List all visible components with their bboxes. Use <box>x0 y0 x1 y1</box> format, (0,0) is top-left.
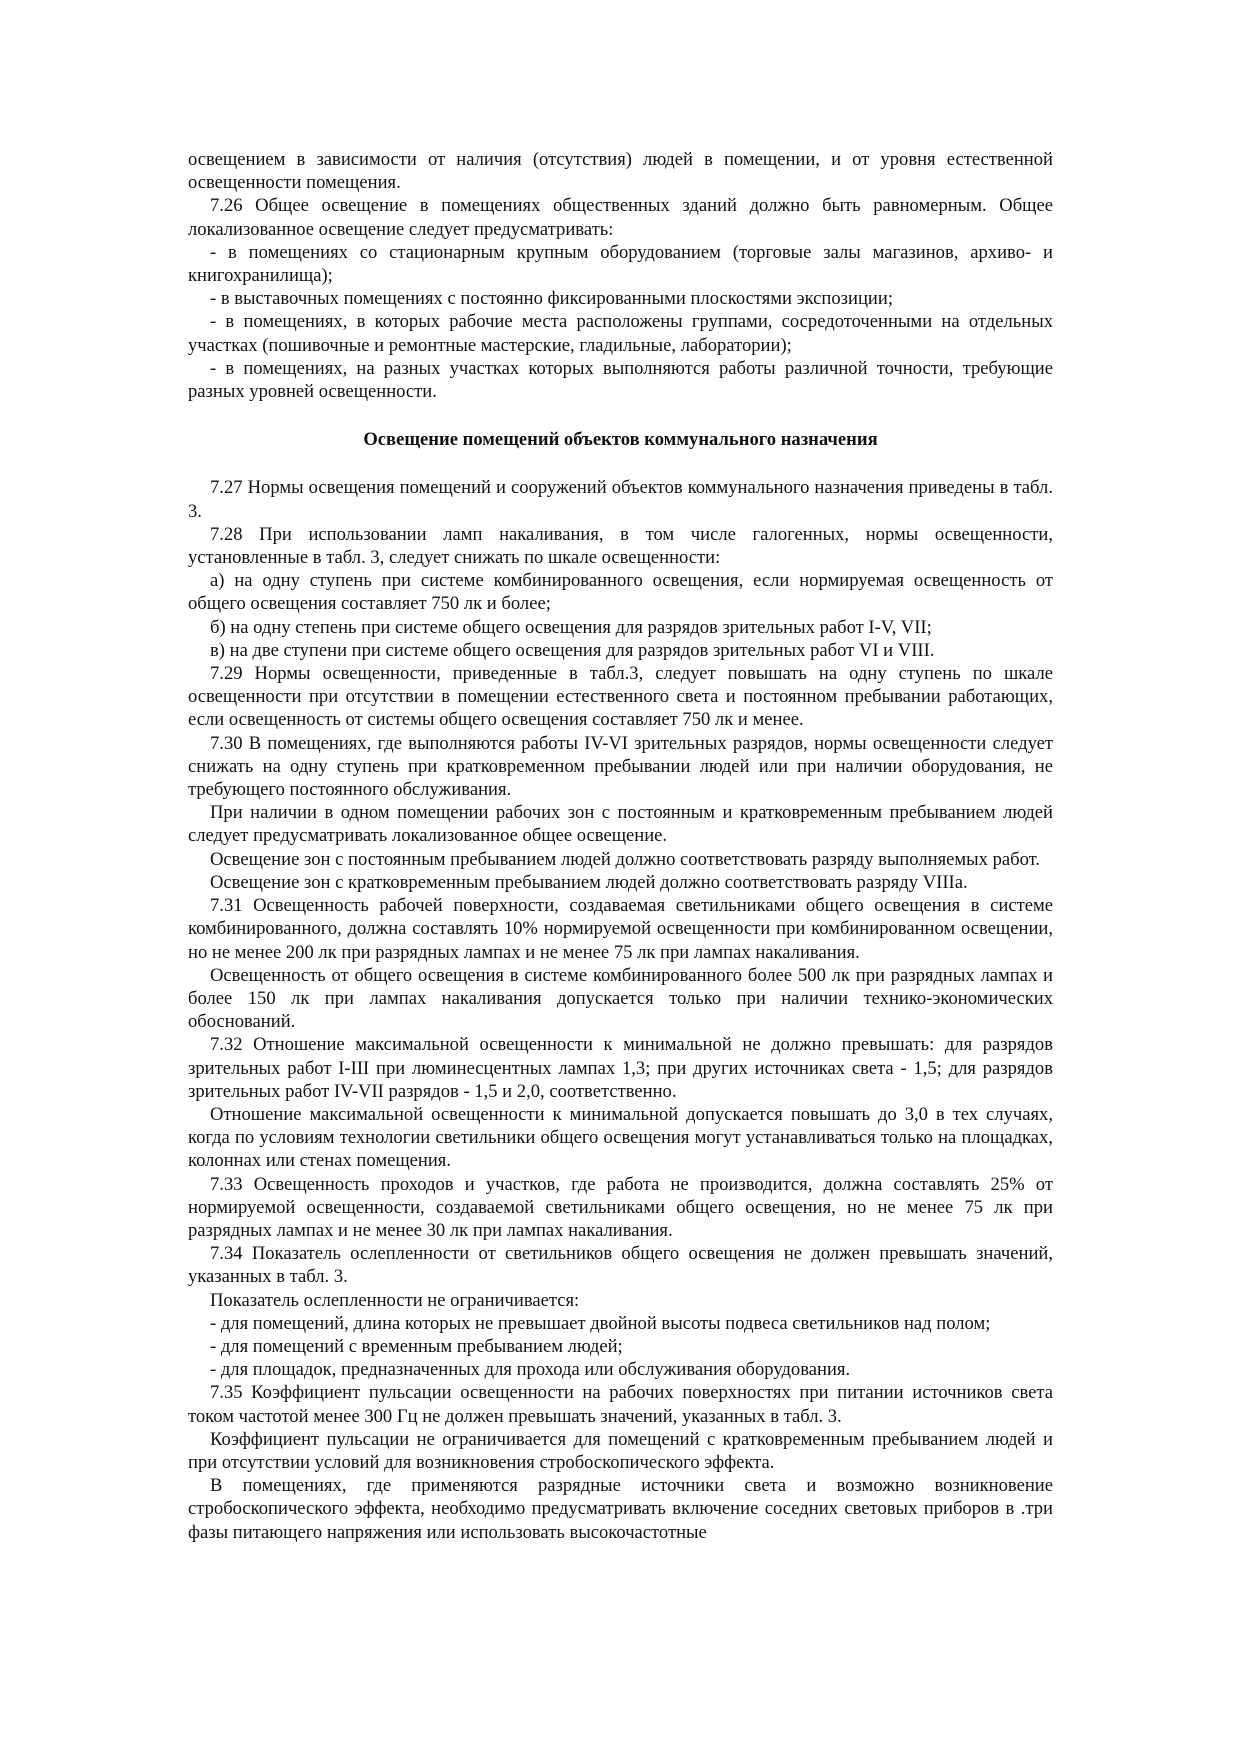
list-item: - в помещениях со стационарным крупным оборудованием (торговые залы магазинов, архиво- и книгохранилища); <box>188 241 1053 287</box>
paragraph: освещением в зависимости от наличия (отсутствия) людей в помещении, и от уровня естественной освещенности помещения. <box>188 149 1053 194</box>
paragraph: Коэффициент пульсации не ограничивается для помещений с кратковременным пребыванием людей и при отсутствии условий для возникновения стробоскопического эффекта. <box>188 1428 1053 1473</box>
list-item: в) на две ступени при системе общего освещения для разрядов зрительных работ VI и VIII. <box>210 639 935 661</box>
paragraph: 7.33 Освещенность проходов и участков, где работа не производится, должна составлять 25% от нормируемой освещенности, создаваемой светильниками общего освещения, но не менее 75 лк при разрядных лампах и не менее 30 лк при лампах накаливания. <box>188 1173 1053 1241</box>
paragraph: В помещениях, где применяются разрядные источники света и возможно возникновение стробоскопического эффекта, необходимо предусматривать включение соседних световых приборов в .три фазы питающего напряжения или использовать высокочастотные <box>188 1475 1053 1543</box>
paragraph: 7.27 Нормы освещения помещений и сооружений объектов коммунального назначения приведены в табл. 3. <box>188 477 1053 522</box>
list-item: - в помещениях, в которых рабочие места расположены группами, сосредоточенными на отдельных участках (пошивочные и ремонтные мастерские, гладильные, лаборатории); <box>188 311 1053 356</box>
paragraph: Освещенность от общего освещения в системе комбинированного более 500 лк при разрядных лампах и более 150 лк при лампах накаливания допускается только при наличии технико-экономических обоснований. <box>188 964 1053 1033</box>
paragraph: 7.26 Общее освещение в помещениях общественных зданий должно быть равномерным. Общее локализованное освещение следует предусматривать: <box>188 195 1053 240</box>
paragraph: 7.29 Нормы освещенности, приведенные в табл.3, следует повышать на одну ступень по шкале освещенности при отсутствии в помещении естественного света и постоянном пребывании работающих, если освещенность от системы общего освещения составляет 750 лк и менее. <box>188 663 1053 731</box>
list-item: а) на одну ступень при системе комбинированного освещения, если нормируемая освещенность от общего освещения составляет 750 лк и более; <box>188 570 1053 615</box>
document-page <box>188 148 1053 1544</box>
paragraph: Освещение зон с постоянным пребыванием людей должно соответствовать разряду выполняемых работ. <box>210 848 1041 870</box>
paragraph: Показатель ослепленности не ограничивается: <box>210 1289 580 1311</box>
list-item: - для помещений, длина которых не превышает двойной высоты подвеса светильников над полом; <box>210 1312 991 1334</box>
paragraph: 7.28 При использовании ламп накаливания, в том числе галогенных, нормы освещенности, установленные в табл. 3, следует снижать по шкале освещенности: <box>188 523 1053 569</box>
paragraph: 7.34 Показатель ослепленности от светильников общего освещения не должен превышать значений, указанных в табл. 3. <box>188 1243 1053 1288</box>
paragraph: 7.32 Отношение максимальной освещенности к минимальной не должно превышать: для разрядов зрительных работ I-III при люминесцентных лампах 1,3; при других источниках света - 1,5; для разрядов зрительных работ IV-VII разрядов - 1,5 и 2,0, соответственно. <box>188 1034 1053 1102</box>
list-item: - для помещений с временным пребыванием людей; <box>210 1335 623 1357</box>
list-item: б) на одну степень при системе общего освещения для разрядов зрительных работ I-V, VII; <box>210 616 932 638</box>
paragraph: 7.30 В помещениях, где выполняются работы IV-VI зрительных разрядов, нормы освещенности следует снижать на одну ступень при кратковременном пребывании людей или при наличии оборудования, не требующего постоянного обслуживания. <box>188 732 1053 801</box>
paragraph: Освещение зон с кратковременным пребыванием людей должно соответствовать разряду VIIIа. <box>210 871 968 893</box>
paragraph: 7.31 Освещенность рабочей поверхности, создаваемая светильниками общего освещения в системе комбинированного, должна составлять 10% нормируемой освещенности при комбинированном освещении, но не менее 200 лк при разрядных лампах и не менее 75 лк при лампах накаливания. <box>188 895 1053 963</box>
paragraph: 7.35 Коэффициент пульсации освещенности на рабочих поверхностях при питании источников света током частотой менее 300 Гц не должен превышать значений, указанных в табл. 3. <box>188 1382 1053 1427</box>
list-item: - в помещениях, на разных участках которых выполняются работы различной точности, требующие разных уровней освещенности. <box>188 357 1053 403</box>
paragraph: При наличии в одном помещении рабочих зон с постоянным и кратковременным пребыванием людей следует предусматривать локализованное общее освещение. <box>188 802 1053 847</box>
list-item: - в выставочных помещениях с постоянно фиксированными плоскостями экспозиции; <box>210 288 893 310</box>
section-heading: Освещение помещений объектов коммунального назначения <box>363 429 878 451</box>
paragraph: Отношение максимальной освещенности к минимальной допускается повышать до 3,0 в тех случаях, когда по условиям технологии светильники общего освещения могут устанавливаться только на площадках, колоннах или стенах помещения. <box>188 1103 1053 1172</box>
list-item: - для площадок, предназначенных для прохода или обслуживания оборудования. <box>210 1359 851 1381</box>
